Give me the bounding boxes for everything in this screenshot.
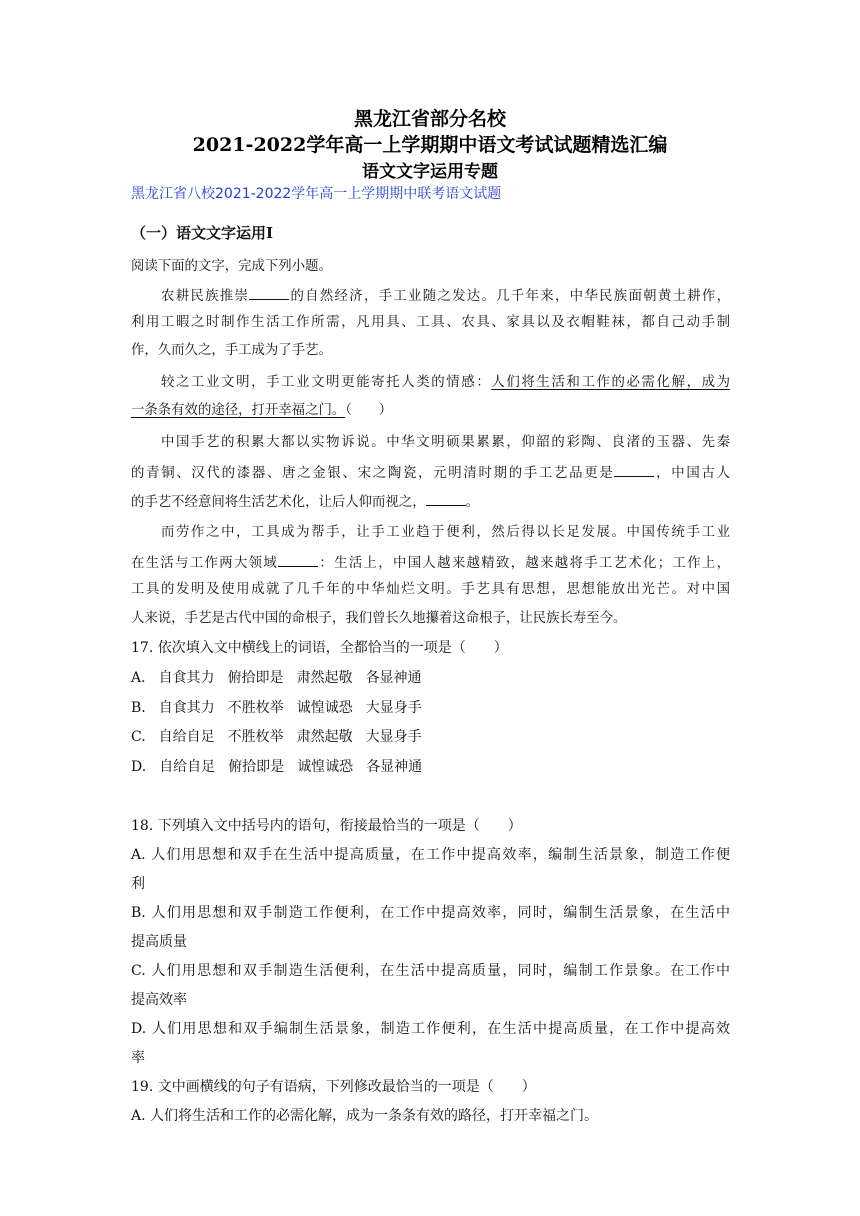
document-subtitle: 2021-2022学年高一上学期期中语文考试试题精选汇编: [192, 134, 668, 156]
passage-p1-line3: 作，久而久之，手工成为了手艺。: [131, 343, 332, 358]
source-link[interactable]: 黑龙江省八校2021-2022学年高一上学期期中联考语文试题: [131, 186, 502, 202]
document-title: 黑龙江省部分名校: [353, 108, 506, 130]
question-18-option-c[interactable]: C. 人们用思想和双手制造生活便利，在生活中提高质量，同时，编制工作景象。在工作中: [131, 963, 730, 979]
question-19-stem: 19. 文中画横线的句子有语病，下列修改最恰当的一项是（ ）: [131, 1079, 536, 1095]
question-17-option-b[interactable]: B. 自食其力 不胜枚举 诚惶诚恐 大显身手: [131, 700, 422, 716]
passage-p4-line1: 而劳作之中，工具成为帮手，让手工业趋于便利，然后得以长足发展。中国传统手工业: [161, 525, 730, 540]
passage-p4-line2: 在生活与工作两大领域 ：生活上，中国人越来越精致，越来越将手工艺术化；工作上，: [131, 552, 730, 574]
question-18-option-b[interactable]: B. 人们用思想和双手制造工作便利，在工作中提高效率，同时，编制生活景象，在生活中: [131, 905, 730, 921]
question-17-option-c[interactable]: C. 自给自足 不胜枚举 肃然起敬 大显身手: [131, 729, 422, 745]
blank-3: [426, 491, 466, 506]
blank-4: [278, 552, 318, 567]
question-18-option-d-cont[interactable]: 率: [131, 1050, 145, 1066]
question-18-option-a-cont[interactable]: 利: [131, 876, 145, 892]
blank-1: [249, 285, 289, 300]
question-18-option-a[interactable]: A. 人们用思想和双手在生活中提高质量，在工作中提高效率，编制生活景象，制造工作便: [131, 847, 730, 863]
question-17-stem: 17. 依次填入文中横线上的词语，全都恰当的一项是（ ）: [131, 640, 508, 656]
passage-p3-line2: 的青铜、汉代的漆器、唐之金银、宋之陶瓷，元明清时期的手工艺品更是 ，中国古人: [131, 462, 730, 484]
passage-p3-line1: 中国手艺的积累大都以实物诉说。中华文明硕果累累，仰韶的彩陶、良渚的玉器、先秦: [161, 435, 730, 450]
question-19-option-a[interactable]: A. 人们将生活和工作的必需化解，成为一条条有效的路径，打开幸福之门。: [131, 1108, 599, 1124]
passage-p1-line1: 农耕民族推崇 的自然经济，手工业随之发达。几千年来，中华民族面朝黄土耕作，: [161, 285, 730, 307]
section-heading: （一）语文文字运用Ⅰ: [131, 224, 274, 242]
underlined-sentence-cont: 一条条有效的途径，打开幸福之门。: [131, 403, 346, 418]
question-18-option-c-cont[interactable]: 提高效率: [131, 992, 187, 1008]
passage-p2-line1: 较之工业文明，手工业文明更能寄托人类的情感：人们将生活和工作的必需化解，成为: [161, 375, 731, 390]
question-18-stem: 18. 下列填入文中括号内的语句，衔接最恰当的一项是（ ）: [131, 818, 522, 834]
passage-p1-line2: 利用工暇之时制作生活工作所需，凡用具、工具、农具、家具以及衣帽鞋袜，都自己动手制: [131, 315, 730, 330]
question-17-option-a[interactable]: A. 自食其力 俯拾即是 肃然起敬 各显神通: [131, 670, 422, 686]
question-18-option-d[interactable]: D. 人们用思想和双手编制生活景象，制造工作便利，在生活中提高质量，在工作中提高效: [131, 1021, 730, 1037]
question-18-option-b-cont[interactable]: 提高质量: [131, 934, 187, 950]
passage-p4-line4: 人来说，手艺是古代中国的命根子，我们曾长久地攥着这命根子，让民族长寿至今。: [131, 611, 627, 626]
blank-2: [614, 462, 654, 477]
question-17-option-d[interactable]: D. 自给自足 俯拾即是 诚惶诚恐 各显神通: [131, 759, 423, 775]
instruction: 阅读下面的文字，完成下列小题。: [131, 259, 332, 274]
underlined-sentence: 人们将生活和工作的必需化解，成为: [491, 375, 731, 390]
topic-heading: 语文文字运用专题: [362, 162, 498, 182]
passage-p4-line3: 工具的发明及使用成就了几千年的中华灿烂文明。手艺具有思想，思想能放出光芒。对中国: [131, 582, 730, 597]
passage-p2-line2: 一条条有效的途径，打开幸福之门。（ ）: [131, 403, 393, 418]
passage-p3-line3: 的手艺不经意间将生活艺术化，让后人仰而视之， 。: [131, 491, 731, 513]
